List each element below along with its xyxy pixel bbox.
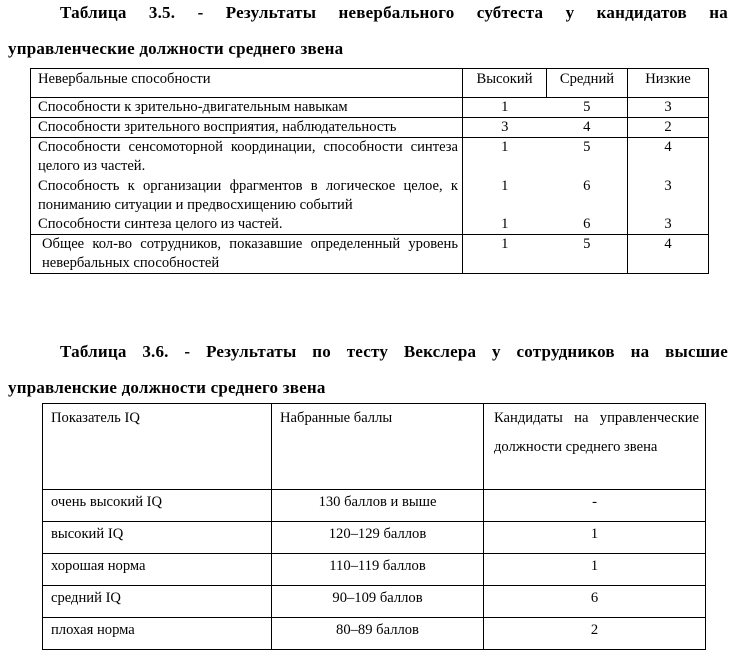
table-row bbox=[43, 490, 706, 522]
header-candidates: Кандидаты на управленческие должности среднего звена bbox=[484, 404, 706, 490]
row-score: 90–109 баллов bbox=[272, 586, 484, 618]
row-mid: 5 bbox=[547, 235, 628, 274]
table-row bbox=[43, 586, 706, 618]
table-header-row bbox=[43, 404, 706, 490]
wechsler-results-table bbox=[42, 403, 706, 650]
row-low: 4 bbox=[628, 235, 709, 274]
row-count: 2 bbox=[484, 618, 706, 650]
row-label: Способности синтеза целого из частей. bbox=[31, 215, 463, 235]
row-high: 1 bbox=[501, 216, 509, 232]
row-mid: 6 bbox=[547, 177, 628, 215]
row-low: 3 bbox=[664, 216, 672, 232]
table-row-total bbox=[31, 235, 709, 274]
row-count: - bbox=[484, 490, 706, 522]
row-score: 130 баллов и выше bbox=[272, 490, 484, 522]
table-row bbox=[31, 215, 709, 235]
row-high: 1 bbox=[463, 98, 547, 118]
row-level: плохая норма bbox=[43, 618, 272, 650]
table1-caption bbox=[8, 0, 728, 67]
row-count: 6 bbox=[484, 586, 706, 618]
table1-caption-line2: управленческие должности среднего звена bbox=[8, 39, 344, 58]
row-count: 1 bbox=[484, 554, 706, 586]
row-high: 1 bbox=[501, 139, 509, 155]
row-mid: 4 bbox=[547, 118, 628, 138]
row-level: хорошая норма bbox=[43, 554, 272, 586]
table-row bbox=[31, 118, 709, 138]
header-score: Набранные баллы bbox=[272, 404, 484, 490]
row-high: 1 bbox=[463, 235, 547, 274]
table-row bbox=[31, 98, 709, 118]
row-label: Способности к зрительно-двигательным навыкам bbox=[31, 98, 463, 118]
table2-caption bbox=[8, 334, 728, 406]
row-mid: 6 bbox=[547, 215, 628, 235]
header-iq: Показатель IQ bbox=[43, 404, 272, 490]
row-level: высокий IQ bbox=[43, 522, 272, 554]
header-medium: Средний bbox=[547, 69, 628, 98]
row-score: 120–129 баллов bbox=[272, 522, 484, 554]
row-score: 80–89 баллов bbox=[272, 618, 484, 650]
table-row bbox=[43, 522, 706, 554]
row-low: 3 bbox=[664, 178, 672, 194]
row-label: Способности сенсомоторной координации, способности синтеза целого из частей. bbox=[31, 138, 463, 178]
row-mid: 5 bbox=[547, 138, 628, 178]
nonverbal-results-table bbox=[30, 68, 709, 274]
table-row bbox=[31, 177, 709, 215]
table2-caption-line1: Таблица 3.6. - Результаты по тесту Векслера у сотрудников на высшие bbox=[60, 342, 728, 361]
table1-caption-line1: Таблица 3.5. - Результаты невербального субтеста у кандидатов на bbox=[60, 3, 728, 22]
table-row bbox=[43, 618, 706, 650]
row-count: 1 bbox=[484, 522, 706, 554]
row-label: Общее кол-во сотрудников, показавшие определенный уровень невербальных способностей bbox=[31, 235, 463, 274]
row-high: 1 bbox=[501, 178, 509, 194]
row-low: 3 bbox=[628, 98, 709, 118]
row-high: 3 bbox=[463, 118, 547, 138]
row-mid: 5 bbox=[547, 98, 628, 118]
row-low: 4 bbox=[664, 139, 672, 155]
table-row bbox=[31, 138, 709, 178]
header-high: Высокий bbox=[463, 69, 547, 98]
table2-caption-line2: управленские должности среднего звена bbox=[8, 378, 326, 397]
table-header-row bbox=[31, 69, 709, 98]
row-score: 110–119 баллов bbox=[272, 554, 484, 586]
header-low: Низкие bbox=[628, 69, 709, 98]
row-label: Способность к организации фрагментов в логическое целое, к пониманию ситуации и предвосхищению событий bbox=[31, 177, 463, 215]
table-row bbox=[43, 554, 706, 586]
row-level: очень высокий IQ bbox=[43, 490, 272, 522]
header-abilities: Невербальные способности bbox=[31, 69, 463, 98]
row-level: средний IQ bbox=[43, 586, 272, 618]
row-label: Способности зрительного восприятия, наблюдательность bbox=[31, 118, 463, 138]
row-low: 2 bbox=[628, 118, 709, 138]
